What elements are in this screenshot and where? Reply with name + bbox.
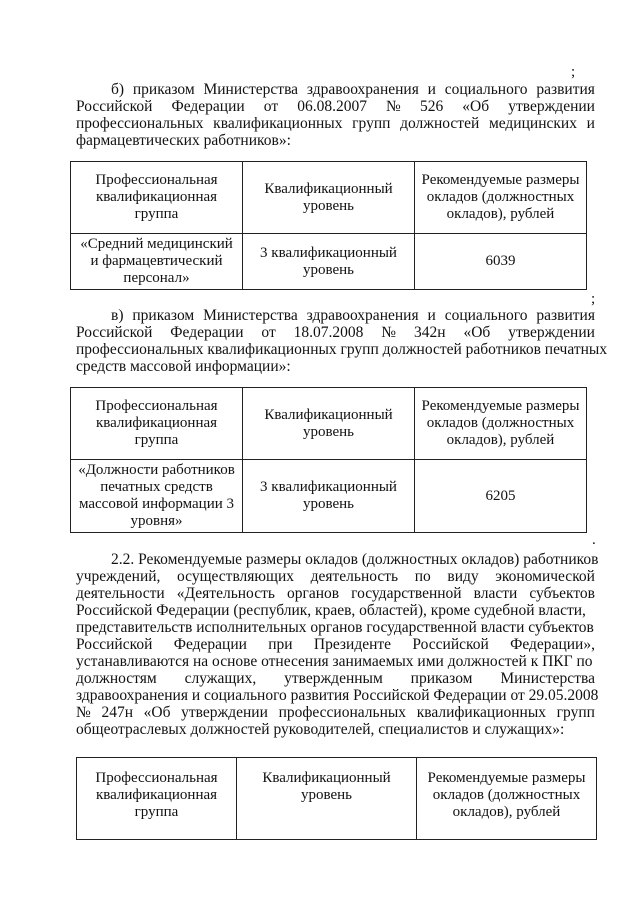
paragraph-2-2-line: представительств исполнительных органов государственной власти субъектов [76, 619, 594, 636]
word: должностей [400, 115, 480, 132]
word: в) [111, 307, 124, 324]
word: Федерации [173, 636, 247, 653]
paragraph-2-2-line [76, 568, 595, 585]
paragraph-2-2-line: Российской Федерации (республик, краев, областей), кроме судебной власти, [76, 602, 586, 619]
paragraph-b-line [76, 98, 595, 115]
word: деятельности [76, 585, 165, 602]
word: осуществляющих [177, 568, 294, 585]
word: утверждении [508, 98, 595, 115]
word: и [427, 307, 436, 324]
word: Федерации [171, 98, 245, 115]
paragraph-2-2-line [76, 636, 595, 653]
paragraph-2-2-line: общеотраслевых должностей руководителей, специалистов и служащих»: [76, 721, 565, 738]
word: 247н [101, 704, 133, 721]
trailing-semicolon: ; [571, 64, 576, 80]
salary-table-b [70, 161, 587, 290]
paragraph-2-2 [76, 551, 599, 738]
word: утверждении [181, 704, 268, 721]
word: приказом [132, 81, 195, 98]
word: учреждений, [76, 568, 161, 585]
word: Министерства [500, 670, 595, 687]
word: «Об [463, 324, 491, 341]
paragraph-2-2-line: здравоохранения и социального развития Российской Федерации от 29.05.2008 [76, 687, 599, 704]
paragraph-2-2-line: устанавливаются на основе отнесения занимаемых ими должностей к ПКГ по [76, 653, 593, 670]
word: служащих, [184, 670, 257, 687]
word: 06.08.2007 [297, 98, 367, 115]
word: групп [556, 704, 595, 721]
word: от [263, 98, 279, 115]
word: социального [444, 307, 528, 324]
word: здравоохранения [306, 81, 419, 98]
paragraph-v-line: профессиональных квалификационных групп должностей работников печатных [76, 341, 608, 358]
word: экономической [495, 568, 595, 585]
word: Президенте [313, 636, 392, 653]
word: при [268, 636, 293, 653]
word: Министерства [203, 81, 299, 98]
word: Федерации [170, 324, 244, 341]
header-salary: Рекомендуемые размеры окладов (должностных окладов), рублей [417, 758, 597, 840]
word: Федерации», [510, 636, 595, 653]
word: Российской [76, 98, 153, 115]
salary-table-v [70, 387, 587, 533]
header-group: Профессиональная квалификационная группа [77, 758, 237, 840]
header-level: Квалификационный уровень [243, 388, 415, 460]
word: № [381, 324, 397, 341]
word: № [76, 704, 91, 721]
header-salary: Рекомендуемые размеры окладов (должностных окладов), рублей [415, 162, 587, 234]
word: 526 [419, 98, 444, 115]
word: квалификационных [213, 115, 343, 132]
word: здравоохранения [306, 307, 419, 324]
header-level: Квалификационный уровень [237, 758, 417, 840]
word: по [414, 568, 431, 585]
word: б) [111, 81, 125, 98]
word: развития [536, 307, 595, 324]
paragraph-b [76, 81, 595, 149]
trailing-period: . [592, 532, 596, 548]
word: «Об [143, 704, 171, 721]
paragraph-2-2-line [76, 704, 595, 721]
cell-level: 3 квалификационный уровень [243, 234, 415, 290]
word: Российской [76, 636, 153, 653]
paragraph-b-line [76, 115, 595, 132]
header-salary: Рекомендуемые размеры окладов (должностных окладов), рублей [415, 388, 587, 460]
salary-table-2-2 [76, 757, 597, 840]
word: приказом [132, 307, 195, 324]
cell-group: «Должности работников печатных средств массовой информации 3 уровня» [71, 460, 243, 533]
word: Министерства [203, 307, 298, 324]
paragraph-b-line [76, 81, 595, 98]
word: виду [447, 568, 479, 585]
paragraph-v [76, 307, 608, 375]
word: «Деятельность [176, 585, 275, 602]
word: 342н [414, 324, 446, 341]
word: групп [352, 115, 391, 132]
word: развития [536, 81, 595, 98]
word: «Об [462, 98, 490, 115]
trailing-semicolon: ; [591, 291, 596, 307]
paragraph-2-2-line [76, 585, 595, 602]
paragraph-v-line [76, 324, 595, 341]
header-group: Профессиональная квалификационная группа [71, 388, 243, 460]
word: Российской [412, 636, 489, 653]
word: утверждении [508, 324, 595, 341]
header-group: Профессиональная квалификационная группа [71, 162, 243, 234]
paragraph-v-line [76, 307, 595, 324]
word: органов [286, 585, 340, 602]
word: социального [444, 81, 528, 98]
word: и [427, 81, 436, 98]
word: 18.07.2008 [293, 324, 364, 341]
word: профессиональных [278, 704, 407, 721]
word: приказом [410, 670, 473, 687]
paragraph-2-2-line [76, 670, 595, 687]
word: субъектов [529, 585, 595, 602]
cell-level: 3 квалификационный уровень [243, 460, 415, 533]
paragraph-2-2-line: 2.2. Рекомендуемые размеры окладов (должностных окладов) работников [111, 551, 599, 568]
header-level: Квалификационный уровень [243, 162, 415, 234]
cell-group: «Средний медицинский и фармацевтический персонал» [71, 234, 243, 290]
word: государственной [351, 585, 462, 602]
paragraph-b-line: фармацевтических работников»: [76, 132, 291, 149]
word: деятельность [310, 568, 399, 585]
word: власти [473, 585, 518, 602]
cell-salary: 6039 [415, 234, 587, 290]
word: квалификационных [416, 704, 547, 721]
word: медицинских [488, 115, 577, 132]
cell-salary: 6205 [415, 460, 587, 533]
word: профессиональных [76, 115, 204, 132]
word: № [386, 98, 401, 115]
paragraph-v-line: средств массовой информации»: [76, 358, 291, 375]
word: от [261, 324, 276, 341]
word: должностям [76, 670, 157, 687]
word: Российской [76, 324, 153, 341]
word: и [586, 115, 595, 132]
word: утвержденным [284, 670, 383, 687]
